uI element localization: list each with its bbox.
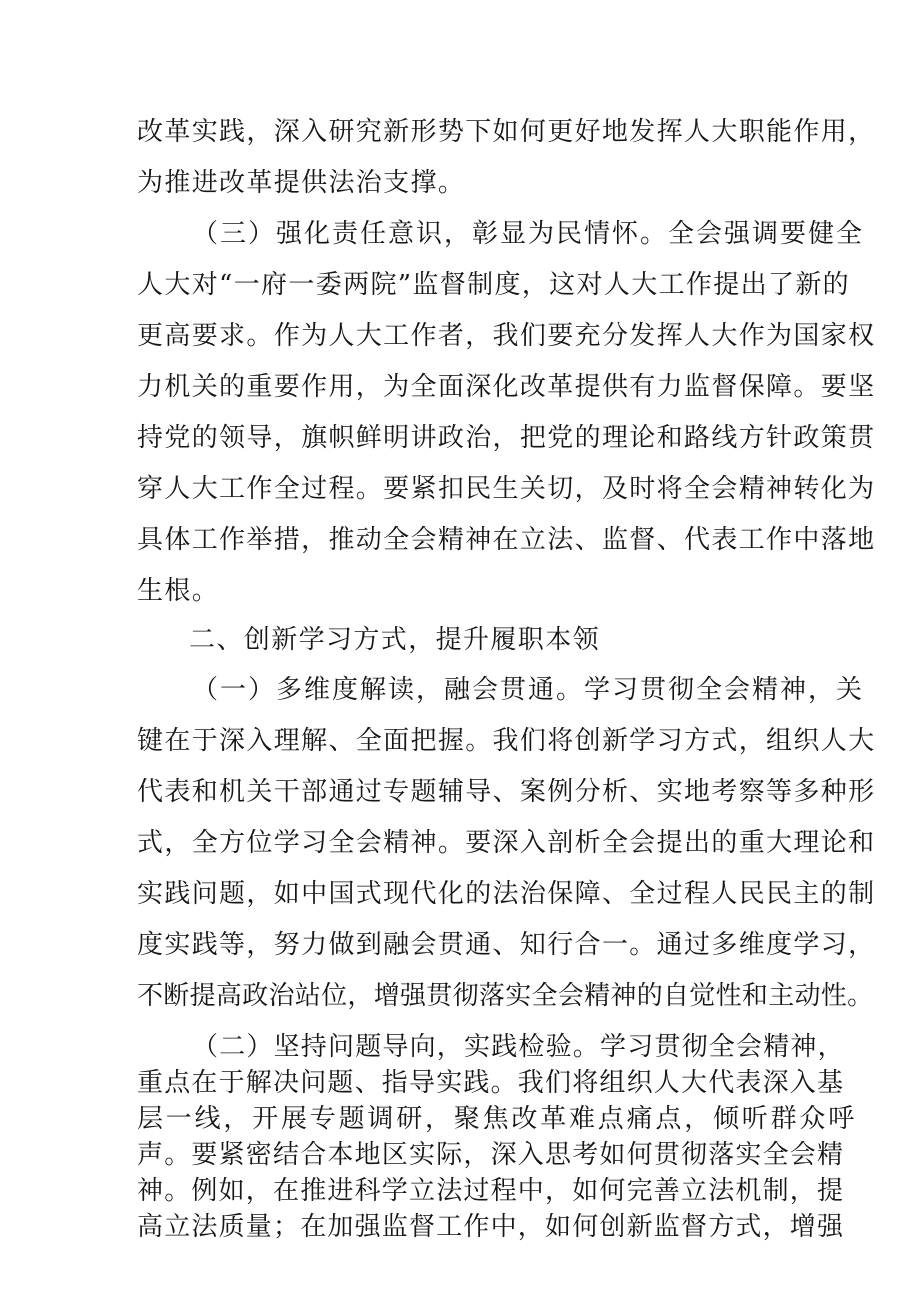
text-line: 改革实践，深入研究新形势下如何更好地发挥人大职能作用， — [137, 117, 876, 147]
text-line: 重点在于解决问题、指导实践。我们将组织人大代表深入基 — [137, 1068, 845, 1098]
text-line: 键在于深入理解、全面把握。我们将创新学习方式，组织人大 — [137, 726, 876, 756]
text-line: 神。例如，在推进科学立法过程中，如何完善立法机制，提 — [137, 1176, 845, 1206]
text-line: 更高要求。作为人大工作者，我们要充分发挥人大作为国家权 — [137, 321, 876, 351]
text-line: 穿人大工作全过程。要紧扣民生关切，及时将全会精神转化为 — [137, 474, 876, 504]
text-line: 度实践等，努力做到融会贯通、知行合一。通过多维度学习， — [137, 930, 876, 960]
text-line: 力机关的重要作用，为全面深化改革提供有力监督保障。要坚 — [137, 372, 876, 402]
paragraph-heading-2: （二）坚持问题导向，实践检验。学习贯彻全会精神， — [192, 1032, 845, 1062]
paragraph-heading-1: （一）多维度解读，融会贯通。学习贯彻全会精神，关 — [192, 675, 865, 705]
text-line: 生根。 — [137, 576, 220, 606]
section-heading: 二、创新学习方式，提升履职本领 — [189, 625, 601, 655]
text-line: 式，全方位学习全会精神。要深入剖析全会提出的重大理论和 — [137, 828, 876, 858]
text-line: 持党的领导，旗帜鲜明讲政治，把党的理论和路线方针政策贯 — [137, 423, 876, 453]
text-line: 代表和机关干部通过专题辅导、案例分析、实地考察等多种形 — [137, 777, 876, 807]
text-line: 不断提高政治站位，增强贯彻落实全会精神的自觉性和主动性。 — [137, 981, 874, 1011]
text-line: 实践问题，如中国式现代化的法治保障、全过程人民民主的制 — [137, 879, 876, 909]
paragraph-heading-3: （三）强化责任意识，彰显为民情怀。全会强调要健全 — [192, 219, 865, 249]
text-line: 具体工作举措，推动全会精神在立法、监督、代表工作中落地 — [137, 525, 876, 555]
text-line: 为推进改革提供法治支撑。 — [137, 168, 466, 198]
text-line: 高立法质量；在加强监督工作中，如何创新监督方式，增强 — [137, 1212, 845, 1242]
text-line: 声。要紧密结合本地区实际，深入思考如何贯彻落实全会精 — [137, 1140, 845, 1170]
text-line: 人大对“一府一委两院”监督制度，这对人大工作提出了新的 — [137, 270, 851, 300]
text-line: 层一线，开展专题调研，聚焦改革难点痛点，倾听群众呼 — [137, 1104, 858, 1134]
